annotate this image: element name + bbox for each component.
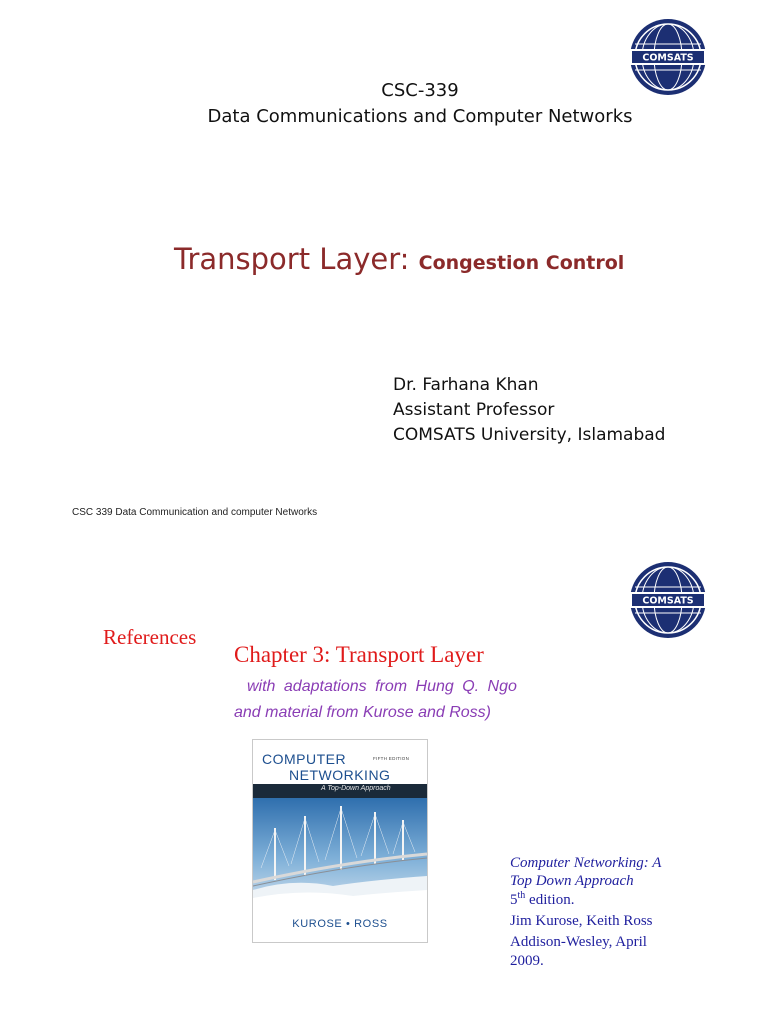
adaptation-line-2: and material from Kurose and Ross) [234,704,491,721]
citation-title-line-1: Computer Networking: A [510,855,662,871]
book-cover [252,739,428,943]
citation-edition-word: edition. [525,892,575,908]
author-role: Assistant Professor [393,400,555,420]
slide-footer: CSC 339 Data Communication and computer Networks [72,507,318,518]
course-name: Data Communications and Computer Networks [207,106,633,127]
book-authors: KUROSE • ROSS [292,918,388,930]
chapter-title: Chapter 3: Transport Layer [234,642,484,667]
citation-publisher: Addison-Wesley, April [510,934,647,950]
logo-text: COMSATS [642,52,694,64]
citation-title-line-2: Top Down Approach [510,873,634,889]
references-slide [0,556,768,1024]
book-subtitle: A Top-Down Approach [321,785,391,792]
citation-authors: Jim Kurose, Keith Ross [510,913,653,929]
adaptation-line-1: with adaptations from Hung Q. Ngo [247,678,517,695]
title-main: Transport Layer: [174,242,419,276]
bridge-image [253,798,427,908]
slide-title [174,242,624,276]
logo-text: COMSATS [642,595,694,607]
author-name: Dr. Farhana Khan [393,375,539,395]
book-cover-footer [253,908,427,942]
citation-edition-number: 5 [510,892,518,908]
book-title-line-1: COMPUTER [262,751,347,767]
citation-edition [510,891,574,909]
book-title-line-2: NETWORKING [289,767,391,783]
citation-edition-suffix: th [517,890,526,901]
citation-year: 2009. [510,953,544,969]
author-institution: COMSATS University, Islamabad [393,425,666,445]
references-label: References [103,625,197,649]
book-subtitle-band [253,784,427,798]
book-cover-header [253,740,427,783]
title-sub: Congestion Control [418,252,625,274]
course-code: CSC-339 [381,80,459,101]
comsats-logo [628,560,708,640]
book-edition: FIFTH EDITION [373,756,410,761]
